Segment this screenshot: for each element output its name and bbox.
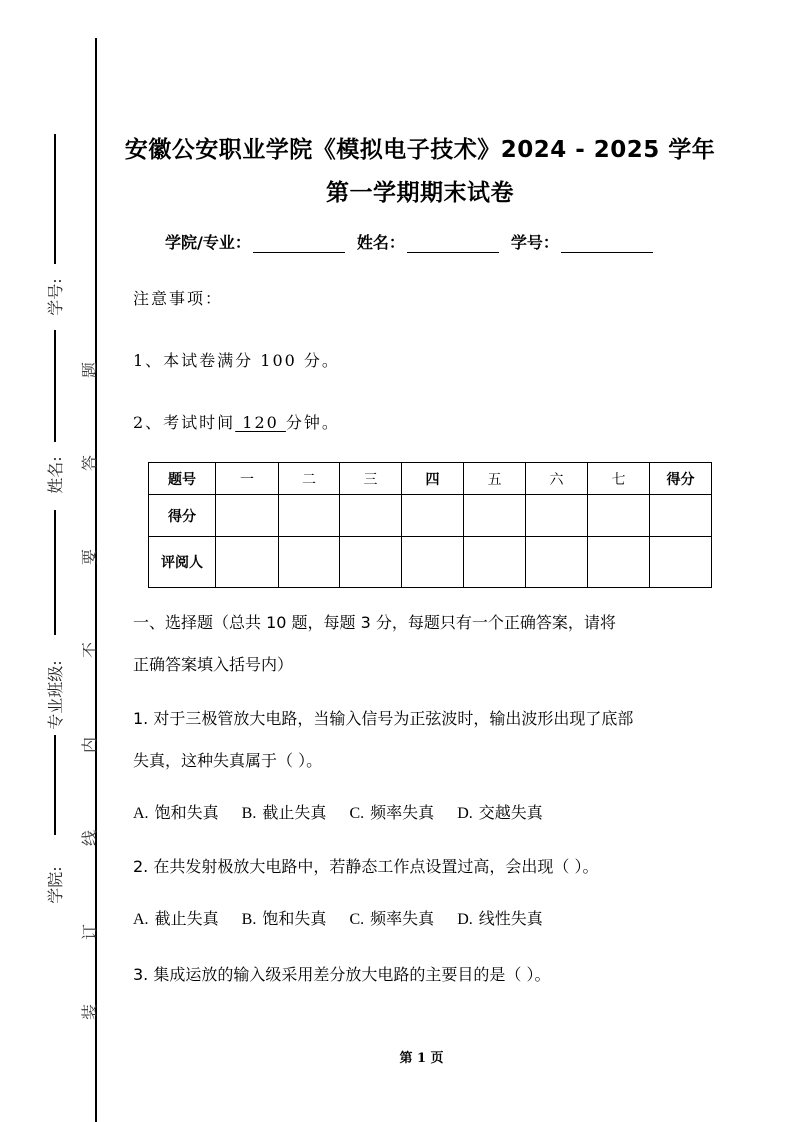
section-heading-line1: 一、选择题（总共 10 题，每题 3 分，每题只有一个正确答案，请将: [133, 613, 616, 632]
name-label: 姓名：: [356, 233, 405, 252]
margin-label-college: 学院:: [45, 866, 65, 904]
section-heading-line2: 正确答案填入括号内）: [133, 655, 294, 674]
reviewer-cell[interactable]: [402, 537, 464, 588]
seal-char: 装: [79, 1004, 99, 1021]
reviewer-cell[interactable]: [340, 537, 402, 588]
score-cell[interactable]: [464, 495, 526, 537]
option-a[interactable]: A. 饱和失真: [133, 803, 219, 822]
question-1-line1: 1. 对于三极管放大电路，当输入信号为正弦波时，输出波形出现了底部: [133, 709, 634, 728]
score-cell[interactable]: [526, 495, 588, 537]
reviewer-cell[interactable]: [216, 537, 279, 588]
question-1-options: [133, 800, 561, 823]
score-row: [149, 495, 712, 537]
margin-line-student-id: [54, 134, 56, 264]
student-id-label: 学号：: [510, 233, 559, 252]
question-2-options: [133, 906, 561, 929]
header-cell: 六: [526, 463, 588, 495]
student-id-field: [511, 230, 653, 253]
seal-char: 订: [79, 924, 99, 941]
header-cell: 四: [402, 463, 464, 495]
margin-line-college: [54, 735, 56, 835]
option-c[interactable]: C. 频率失真: [349, 803, 435, 822]
exam-title-line1: 安徽公安职业学院《模拟电子技术》2024 - 2025 学年: [124, 137, 716, 163]
note-item-2-prefix: 2、考试时间: [133, 413, 236, 432]
header-cell: 得分: [650, 463, 712, 495]
margin-label-student-id: 学号:: [45, 278, 65, 316]
student-info-line: [165, 230, 665, 253]
margin-line-class: [54, 510, 56, 635]
score-table-header-row: [149, 463, 712, 495]
reviewer-cell[interactable]: [464, 537, 526, 588]
score-cell[interactable]: [279, 495, 340, 537]
header-cell: 三: [340, 463, 402, 495]
seal-char: 不: [79, 642, 99, 659]
note-item-2-suffix: 分钟。: [285, 413, 340, 432]
margin-label-class: 专业班级:: [45, 660, 65, 730]
option-d[interactable]: D. 交越失真: [457, 803, 543, 822]
exam-title-line2: 第一学期期末试卷: [326, 180, 514, 206]
seal-char: 要: [79, 549, 99, 566]
name-field: [357, 230, 499, 253]
question-3-line1: 3. 集成运放的输入级采用差分放大电路的主要目的是（ ）。: [133, 965, 551, 984]
seal-char: 答: [79, 455, 99, 472]
note-item-2: [133, 410, 340, 433]
score-cell[interactable]: [650, 495, 712, 537]
seal-char: 题: [79, 362, 99, 379]
college-major-blank[interactable]: [253, 236, 345, 253]
score-table: [148, 462, 712, 588]
header-cell: 七: [588, 463, 650, 495]
exam-duration-value: 120: [235, 413, 286, 432]
row-label: 评阅人: [149, 537, 216, 588]
margin-line-name: [54, 330, 56, 442]
score-cell[interactable]: [588, 495, 650, 537]
option-b[interactable]: B. 截止失真: [241, 803, 327, 822]
college-major-label: 学院/专业：: [165, 233, 251, 252]
question-2-line1: 2. 在共发射极放大电路中，若静态工作点设置过高，会出现（ ）。: [133, 857, 599, 876]
question-1-line2: 失真，这种失真属于（ ）。: [133, 751, 323, 770]
option-b[interactable]: B. 饱和失真: [241, 909, 327, 928]
score-cell[interactable]: [216, 495, 279, 537]
margin-label-name: 姓名:: [45, 456, 65, 494]
option-d[interactable]: D. 线性失真: [457, 909, 543, 928]
name-blank[interactable]: [407, 236, 499, 253]
header-cell: 五: [464, 463, 526, 495]
seal-char: 线: [79, 830, 99, 847]
header-cell: 二: [279, 463, 340, 495]
college-major-field: [165, 230, 345, 253]
reviewer-cell[interactable]: [279, 537, 340, 588]
score-cell[interactable]: [402, 495, 464, 537]
option-a[interactable]: A. 截止失真: [133, 909, 219, 928]
page-number: 第 1 页: [399, 1051, 444, 1066]
notes-heading: 注意事项：: [133, 289, 224, 308]
binding-line: [95, 38, 97, 1122]
reviewer-cell[interactable]: [588, 537, 650, 588]
note-item-1: 1、本试卷满分 100 分。: [133, 351, 340, 370]
row-label: 得分: [149, 495, 216, 537]
header-cell: 一: [216, 463, 279, 495]
option-c[interactable]: C. 频率失真: [349, 909, 435, 928]
reviewer-row: [149, 537, 712, 588]
score-cell[interactable]: [340, 495, 402, 537]
seal-char: 内: [79, 737, 99, 754]
header-cell: 题号: [149, 463, 216, 495]
student-id-blank[interactable]: [561, 236, 653, 253]
reviewer-cell[interactable]: [650, 537, 712, 588]
reviewer-cell[interactable]: [526, 537, 588, 588]
